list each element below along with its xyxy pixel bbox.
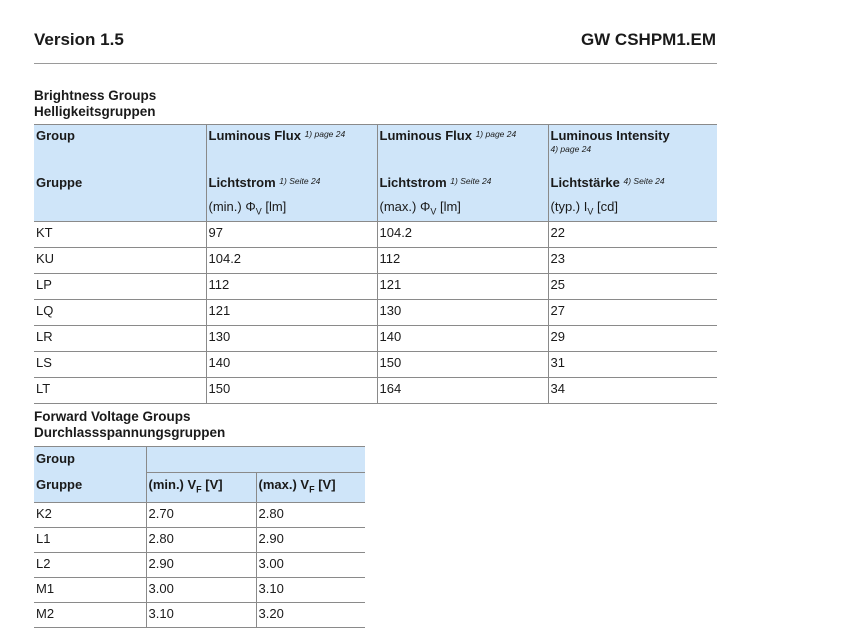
brightness-col-flux-min-de: Lichtstrom $^{1) Seite 24}$ [206, 173, 377, 198]
brightness-cell: 112 [377, 247, 548, 273]
voltage-row [34, 502, 365, 527]
voltage-cell: 3.10 [256, 577, 365, 602]
brightness-cell: 34 [548, 377, 717, 403]
brightness-cell: LP [36, 276, 52, 292]
brightness-section-title [34, 88, 156, 120]
brightness-unit-row [34, 198, 717, 221]
brightness-table [34, 124, 717, 404]
voltage-cell: 3.10 [146, 602, 256, 627]
brightness-cell: 29 [548, 325, 717, 351]
brightness-col-intensity-de: Lichtstärke $^{4) Seite 24}$ [548, 173, 717, 198]
voltage-cell: 2.80 [146, 527, 256, 552]
brightness-cell: 121 [377, 273, 548, 299]
voltage-table [34, 446, 365, 628]
voltage-cell: L1 [36, 530, 51, 546]
voltage-row [34, 527, 365, 552]
brightness-cell: 140 [206, 351, 377, 377]
brightness-cell: KT [36, 224, 53, 240]
brightness-row [34, 299, 717, 325]
footnote-ref: 1) Seite 24 [279, 176, 321, 186]
voltage-header-row-en [34, 447, 365, 473]
brightness-col-flux-max-en: Luminous Flux $^{1) page 24}$ [377, 125, 548, 174]
voltage-title-de: Durchlassspannungsgruppen [34, 425, 226, 440]
voltage-cell: 2.90 [256, 527, 365, 552]
brightness-cell: 27 [548, 299, 717, 325]
brightness-col-flux-min-en: Luminous Flux $^{1) page 24}$ [206, 125, 377, 174]
voltage-cell: 2.70 [146, 502, 256, 527]
brightness-cell: 121 [206, 299, 377, 325]
voltage-cell: 3.20 [256, 602, 365, 627]
footnote-ref: 1) Seite 24 [450, 176, 492, 186]
voltage-cell: M1 [36, 580, 55, 596]
voltage-cell: M2 [36, 605, 55, 621]
brightness-cell: 164 [377, 377, 548, 403]
brightness-cell: LS [36, 354, 52, 370]
voltage-col-group-en: Group [36, 451, 75, 466]
brightness-unit-flux-min: (min.) $\Phi_V$ [lm] [206, 198, 377, 221]
brightness-cell: 140 [377, 325, 548, 351]
brightness-title-en: Brightness Groups [34, 88, 157, 103]
voltage-title-en: Forward Voltage Groups [34, 409, 191, 424]
brightness-cell: 31 [548, 351, 717, 377]
brightness-row [34, 273, 717, 299]
brightness-unit-intensity: (typ.) $I_V$ [cd] [548, 198, 717, 221]
voltage-header-row-de [34, 473, 365, 503]
brightness-cell: 23 [548, 247, 717, 273]
voltage-cell: 2.80 [256, 502, 365, 527]
brightness-header-row-en [34, 125, 717, 174]
brightness-cell: 25 [548, 273, 717, 299]
voltage-row [34, 552, 365, 577]
voltage-cell: L2 [36, 555, 51, 571]
brightness-unit-flux-max: (max.) $\Phi_V$ [lm] [377, 198, 548, 221]
brightness-row [34, 377, 717, 403]
brightness-unit-group [34, 198, 206, 221]
voltage-section-title [34, 409, 225, 441]
brightness-title-de: Helligkeitsgruppen [34, 104, 156, 119]
brightness-cell: 104.2 [377, 221, 548, 247]
brightness-cell: 97 [206, 221, 377, 247]
document-id: GW CSHPM1.EM [580, 30, 716, 49]
brightness-row [34, 351, 717, 377]
voltage-cell: 3.00 [256, 552, 365, 577]
footnote-ref: 4) page 24 [550, 144, 592, 154]
brightness-cell: LR [36, 328, 53, 344]
brightness-cell: 150 [377, 351, 548, 377]
version-label: Version 1.5 [34, 30, 124, 49]
brightness-row [34, 247, 717, 273]
brightness-header-row-de [34, 173, 717, 198]
voltage-cell: K2 [36, 505, 52, 521]
voltage-header-blank [146, 447, 365, 473]
footnote-ref: 1) page 24 [475, 129, 517, 139]
brightness-cell: 112 [206, 273, 377, 299]
brightness-cell: 150 [206, 377, 377, 403]
voltage-row [34, 577, 365, 602]
voltage-cell: 2.90 [146, 552, 256, 577]
brightness-cell: 130 [206, 325, 377, 351]
brightness-cell: LT [36, 380, 51, 396]
footnote-ref: 1) page 24 [304, 129, 346, 139]
brightness-cell: 104.2 [206, 247, 377, 273]
brightness-cell: 130 [377, 299, 548, 325]
voltage-col-group-de: Gruppe [36, 476, 83, 492]
brightness-cell: KU [36, 250, 55, 266]
voltage-col-max: (max.) $V_F$ [V] [256, 473, 365, 503]
brightness-cell: LQ [36, 302, 54, 318]
brightness-row [34, 325, 717, 351]
brightness-col-flux-max-de: Lichtstrom $^{1) Seite 24}$ [377, 173, 548, 198]
brightness-cell: 22 [548, 221, 717, 247]
brightness-col-intensity-en: Luminous Intensity 4) page 24 [548, 125, 717, 174]
footnote-ref: 4) Seite 24 [623, 176, 665, 186]
voltage-row [34, 602, 365, 627]
voltage-cell: 3.00 [146, 577, 256, 602]
voltage-col-min: (min.) $V_F$ [V] [146, 473, 256, 503]
brightness-row [34, 221, 717, 247]
brightness-col-group-de: Gruppe [36, 175, 83, 190]
brightness-col-group-en: Group [36, 128, 75, 143]
page-header [34, 28, 717, 64]
